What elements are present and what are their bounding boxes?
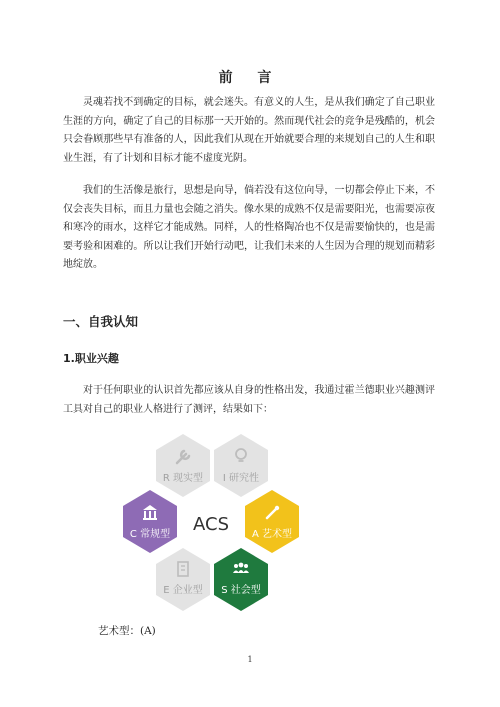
hex-enterprising [156,548,210,611]
people-icon [233,563,249,573]
hex-conventional [123,490,177,553]
hex-label-a: A 艺术型 [251,529,293,540]
interest-intro-paragraph: 对于任何职业的认识首先都应该从自身的性格出发，我通过霍兰德职业兴趣测评工具对自己的职业人格进行了测评，结果如下： [63,385,435,415]
artistic-type-line: 艺术型：(A) [98,625,156,637]
holland-code-center: ACS [193,514,229,535]
page-title: 前 言 [218,70,282,86]
section-heading: 一、自我认知 [63,314,139,329]
hex-artistic [245,490,299,553]
hex-label-c: C 常规型 [129,529,171,540]
page-number: 1 [247,655,253,664]
hex-social [214,548,268,611]
hex-label-r: R 现实型 [162,473,204,484]
hex-investigative [214,434,268,497]
hex-label-i: I 研究性 [222,473,260,484]
subsection-heading: 1.职业兴趣 [63,352,119,365]
building-icon [178,562,188,576]
hex-label-e: E 企业型 [163,585,203,596]
hex-label-s: S 社会型 [221,585,261,596]
preface-paragraph-1: 灵魂若找不到确定的目标，就会迷失。有意义的人生，是从我们确定了自己职业生涯的方向，确定了自己的目标那一天开始的。然而现代社会的竞争是残酷的，机会只会眷顾那些早有准备的人，因此我们从现在开始就要合理的来规划自己的人生和职业生涯，有了计划和目标才能不虚度光阴。 [63,97,435,164]
hex-realistic [156,434,210,497]
preface-paragraph-2: 我们的生活像是旅行，思想是向导，倘若没有这位向导，一切都会停止下来，不仅会丧失目标，而且力量也会随之消失。像水果的成熟不仅是需要阳光，也需要凉夜和寒冷的雨水，这样它才能成熟。同样，人的性格陶冶也不仅是需要愉快的，也是需要考验和困难的。所以让我们开始行动吧，让我们未来的人生因为合理的规划而精彩地绽放。 [63,185,435,270]
